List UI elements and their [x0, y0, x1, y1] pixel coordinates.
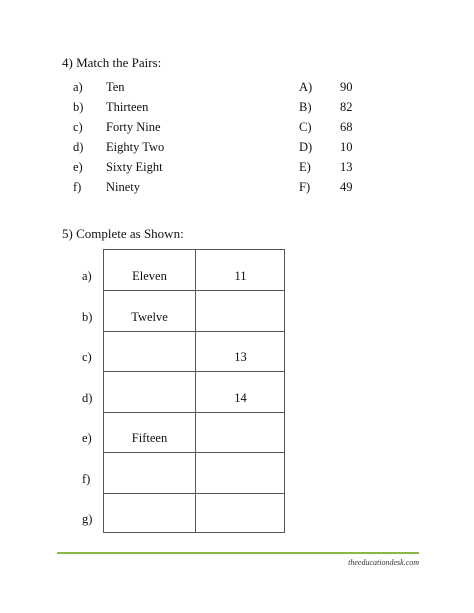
table-cell-number[interactable]: 14: [234, 391, 247, 405]
q4-row-match-letter: D): [299, 140, 313, 154]
q4-row-number: 13: [340, 160, 353, 174]
q4-row-number: 10: [340, 140, 353, 154]
table-row-divider: [104, 452, 284, 453]
table-cell-number[interactable]: 11: [234, 269, 247, 283]
q5-row-letter: d): [82, 391, 93, 405]
table-cell-word[interactable]: Eleven: [132, 269, 167, 283]
q5-row-letter: b): [82, 310, 93, 324]
q4-heading: 4) Match the Pairs:: [62, 55, 162, 70]
q4-row-number: 49: [340, 180, 353, 194]
table-cell-word[interactable]: Twelve: [131, 310, 168, 324]
q4-row-word: Thirteen: [106, 100, 149, 114]
q5-row-letter: g): [82, 512, 93, 526]
footer-divider: [57, 552, 419, 554]
q4-row-number: 68: [340, 120, 353, 134]
q4-row-match-letter: E): [299, 160, 311, 174]
q4-row-word: Ninety: [106, 180, 141, 194]
q5-row-letter: a): [82, 269, 92, 283]
table-cell-word[interactable]: Fifteen: [131, 431, 168, 445]
q4-row-letter: d): [73, 140, 84, 154]
q5-row-letter: f): [82, 472, 91, 486]
table-row-divider: [104, 412, 284, 413]
q4-row-word: Sixty Eight: [106, 160, 163, 174]
q4-row-number: 90: [340, 80, 353, 94]
footer-site-label: theeducationdesk.com: [348, 558, 419, 567]
q4-row-letter: c): [73, 120, 83, 134]
q4-row-number: 82: [340, 100, 353, 114]
q4-row-match-letter: A): [299, 80, 313, 94]
table-row-divider: [104, 331, 284, 332]
table-cell-number[interactable]: 13: [234, 350, 247, 364]
q5-answer-table: [103, 249, 285, 533]
table-row-divider: [104, 493, 284, 494]
q4-row-word: Forty Nine: [106, 120, 161, 134]
q4-row-match-letter: B): [299, 100, 312, 114]
q4-row-word: Eighty Two: [106, 140, 165, 154]
q5-heading: 5) Complete as Shown:: [62, 226, 184, 241]
q4-row-match-letter: C): [299, 120, 312, 134]
q5-row-letter: e): [82, 431, 92, 445]
q4-row-letter: b): [73, 100, 84, 114]
q4-row-word: Ten: [106, 80, 125, 94]
q5-row-letter: c): [82, 350, 92, 364]
table-row-divider: [104, 371, 284, 372]
table-row-divider: [104, 290, 284, 291]
q4-row-letter: f): [73, 180, 82, 194]
q4-row-letter: e): [73, 160, 83, 174]
q4-row-match-letter: F): [299, 180, 311, 194]
q4-row-letter: a): [73, 80, 83, 94]
